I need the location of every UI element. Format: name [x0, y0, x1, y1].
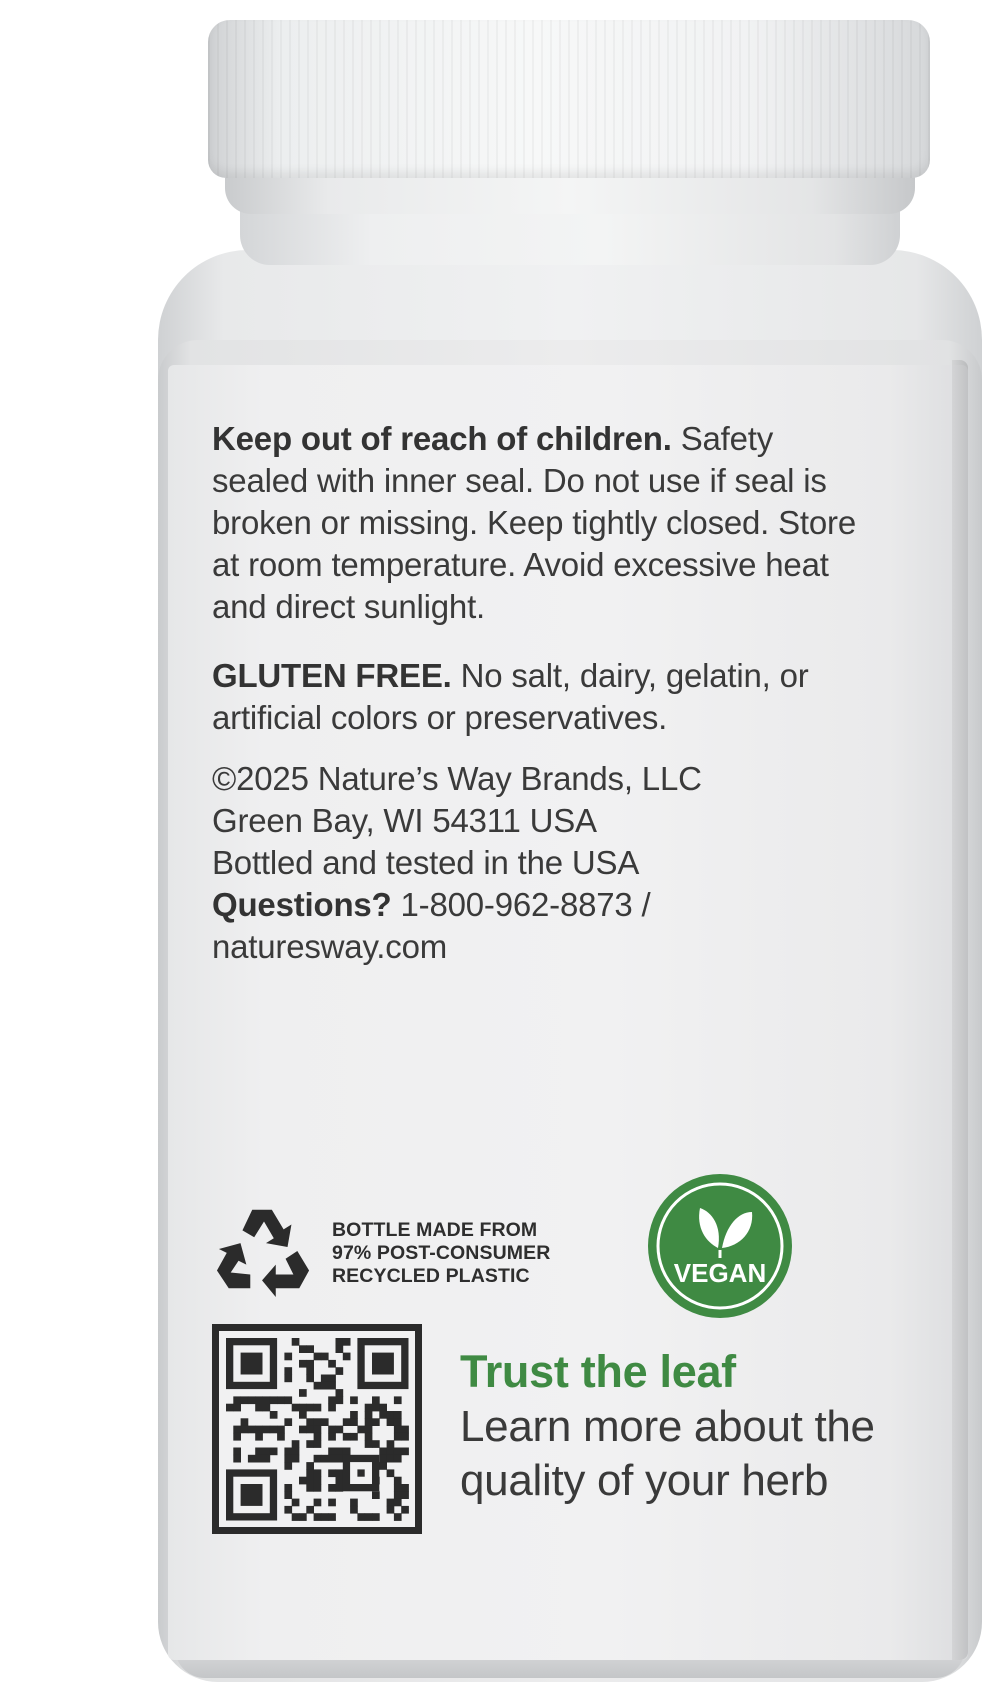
- vegan-text: VEGAN: [673, 1258, 767, 1288]
- recycle-statement: [332, 1219, 632, 1288]
- warning-text: Safety sealed with inner seal. Do not use if seal is broken or missing. Keep tightly closed. Store at room temperature. Avoid excessive heat and direct sunlight.: [212, 420, 856, 625]
- cap-lip: [225, 172, 915, 214]
- questions-label: Questions?: [212, 886, 392, 923]
- copyright-line: ©2025 Nature’s Way Brands, LLC: [212, 760, 702, 797]
- website-line: naturesway.com: [212, 928, 448, 965]
- recycle-icon: [214, 1200, 314, 1298]
- warning-bold: Keep out of reach of children.: [212, 420, 672, 457]
- questions-line: [212, 884, 912, 926]
- qr-code[interactable]: [212, 1324, 422, 1534]
- recycle-line-2: 97% POST-CONSUMER: [332, 1242, 551, 1264]
- gluten-bold: GLUTEN FREE.: [212, 657, 452, 694]
- phone-number: 1-800-962-8873 /: [391, 886, 651, 923]
- address-line: Green Bay, WI 54311 USA: [212, 802, 597, 839]
- trust-line-1: Learn more about the: [460, 1402, 875, 1451]
- label-edge-shadow: [952, 360, 968, 1660]
- warning-paragraph: [212, 418, 862, 628]
- bottle-cap: [208, 20, 930, 178]
- recycle-line-3: RECYCLED PLASTIC: [332, 1265, 530, 1287]
- bottle-neck: [240, 205, 900, 265]
- company-info: [212, 758, 912, 968]
- trust-subtitle: [460, 1400, 920, 1508]
- gluten-paragraph: [212, 655, 852, 739]
- bottled-line: Bottled and tested in the USA: [212, 844, 640, 881]
- gluten-text: No salt, dairy, gelatin, or artificial colors or preservatives.: [212, 657, 809, 736]
- vegan-badge: [646, 1172, 794, 1320]
- trust-line-2: quality of your herb: [460, 1456, 829, 1505]
- recycle-line-1: BOTTLE MADE FROM: [332, 1219, 538, 1241]
- trust-title: Trust the leaf: [460, 1346, 736, 1397]
